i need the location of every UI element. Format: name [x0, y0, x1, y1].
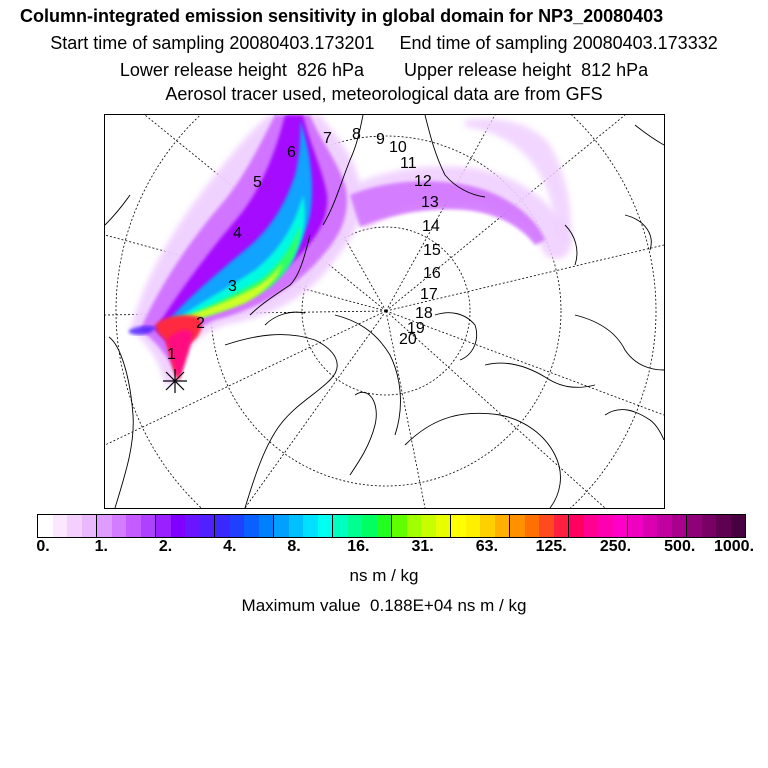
colorbar-segment — [731, 515, 746, 537]
colorbar-segment — [716, 515, 731, 537]
colorbar-segment — [289, 515, 304, 537]
day-label: 15 — [423, 242, 441, 259]
colorbar-segment — [38, 515, 53, 537]
day-label: 16 — [423, 265, 441, 282]
colorbar-segment — [525, 515, 540, 537]
colorbar-segment — [230, 515, 245, 537]
colorbar-segment — [318, 515, 334, 537]
colorbar-tick-label: 500. — [664, 538, 696, 555]
colorbar-segment — [539, 515, 554, 537]
day-label: 14 — [422, 218, 440, 235]
colorbar-segment — [510, 515, 525, 537]
emission-plume — [129, 115, 571, 385]
colorbar-segment — [377, 515, 393, 537]
colorbar-tick-label: 1. — [94, 538, 108, 555]
colorbar-segment — [392, 515, 407, 537]
day-label: 18 — [415, 305, 433, 322]
colorbar-segment — [67, 515, 82, 537]
day-label: 9 — [376, 131, 385, 148]
colorbar-segment — [200, 515, 216, 537]
colorbar-tick-label: 31. — [411, 538, 434, 555]
colorbar-tick-label: 4. — [223, 538, 237, 555]
colorbar-segment — [82, 515, 98, 537]
colorbar-segment — [480, 515, 495, 537]
colorbar-segment — [348, 515, 363, 537]
colorbar-segment — [613, 515, 629, 537]
colorbar-segment — [362, 515, 377, 537]
colorbar-segment — [436, 515, 452, 537]
colorbar-segment — [554, 515, 570, 537]
colorbar-tick-label: 63. — [475, 538, 499, 555]
colorbar-tick-label: 8. — [287, 538, 301, 555]
release-heights: Lower release height 826 hPa Upper release height 812 hPa — [119, 60, 649, 80]
day-label: 6 — [287, 144, 296, 161]
colorbar-segment — [156, 515, 171, 537]
map-svg — [105, 115, 664, 508]
colorbar-segment — [598, 515, 613, 537]
colorbar-segment — [451, 515, 466, 537]
colorbar-units: ns m / kg — [349, 566, 419, 585]
colorbar-segment — [97, 515, 112, 537]
colorbar-segment — [495, 515, 511, 537]
colorbar-segment — [274, 515, 289, 537]
day-label: 7 — [323, 130, 332, 147]
day-label: 19 — [407, 320, 425, 337]
colorbar-segment — [141, 515, 157, 537]
day-label: 1 — [167, 346, 176, 363]
colorbar-segment — [112, 515, 127, 537]
colorbar-tick-label: 0. — [36, 538, 50, 555]
colorbar-segment — [569, 515, 584, 537]
day-label: 11 — [400, 155, 417, 172]
colorbar-tick-label: 1000. — [713, 538, 755, 555]
colorbar-segment — [702, 515, 717, 537]
colorbar-segment — [657, 515, 672, 537]
colorbar-segment — [672, 515, 688, 537]
colorbar-tick-label: 2. — [158, 538, 173, 555]
colorbar-tick-label: 16. — [347, 538, 370, 555]
colorbar-segment — [53, 515, 68, 537]
colorbar-segment — [171, 515, 186, 537]
colorbar-tick-labels — [0, 538, 768, 560]
day-label: 2 — [196, 315, 205, 332]
tracer-info: Aerosol tracer used, meteorological data are from GFS — [165, 84, 603, 104]
map-panel — [104, 114, 665, 509]
colorbar-segment — [643, 515, 658, 537]
colorbar-segment — [421, 515, 436, 537]
sampling-times: Start time of sampling 20080403.173201 End time of sampling 20080403.173332 — [50, 33, 718, 53]
colorbar-segment — [466, 515, 481, 537]
day-label: 10 — [389, 139, 407, 156]
colorbar-segment — [215, 515, 230, 537]
colorbar-segment — [407, 515, 422, 537]
colorbar-tick-label: 125. — [535, 538, 567, 555]
colorbar-segment — [185, 515, 200, 537]
day-label: 4 — [233, 225, 242, 242]
colorbar-segment — [687, 515, 702, 537]
colorbar-segment — [628, 515, 643, 537]
max-value-label: Maximum value 0.188E+04 ns m / kg — [241, 596, 527, 615]
day-label: 13 — [421, 194, 439, 211]
star-marker — [163, 369, 187, 393]
colorbar-segment — [584, 515, 599, 537]
colorbar-segment — [259, 515, 275, 537]
colorbar-segment — [126, 515, 141, 537]
day-label: 5 — [253, 174, 262, 191]
colorbar — [37, 514, 746, 538]
day-label: 3 — [228, 278, 237, 295]
chart-title: Column-integrated emission sensitivity in global domain for NP3_20080403 — [20, 6, 664, 26]
day-label: 8 — [352, 126, 361, 143]
colorbar-segment — [303, 515, 318, 537]
colorbar-tick-label: 250. — [599, 538, 632, 555]
day-label: 20 — [399, 331, 417, 348]
day-label: 12 — [414, 173, 432, 190]
colorbar-segment — [244, 515, 259, 537]
colorbar-segment — [333, 515, 348, 537]
day-label: 17 — [420, 286, 438, 303]
